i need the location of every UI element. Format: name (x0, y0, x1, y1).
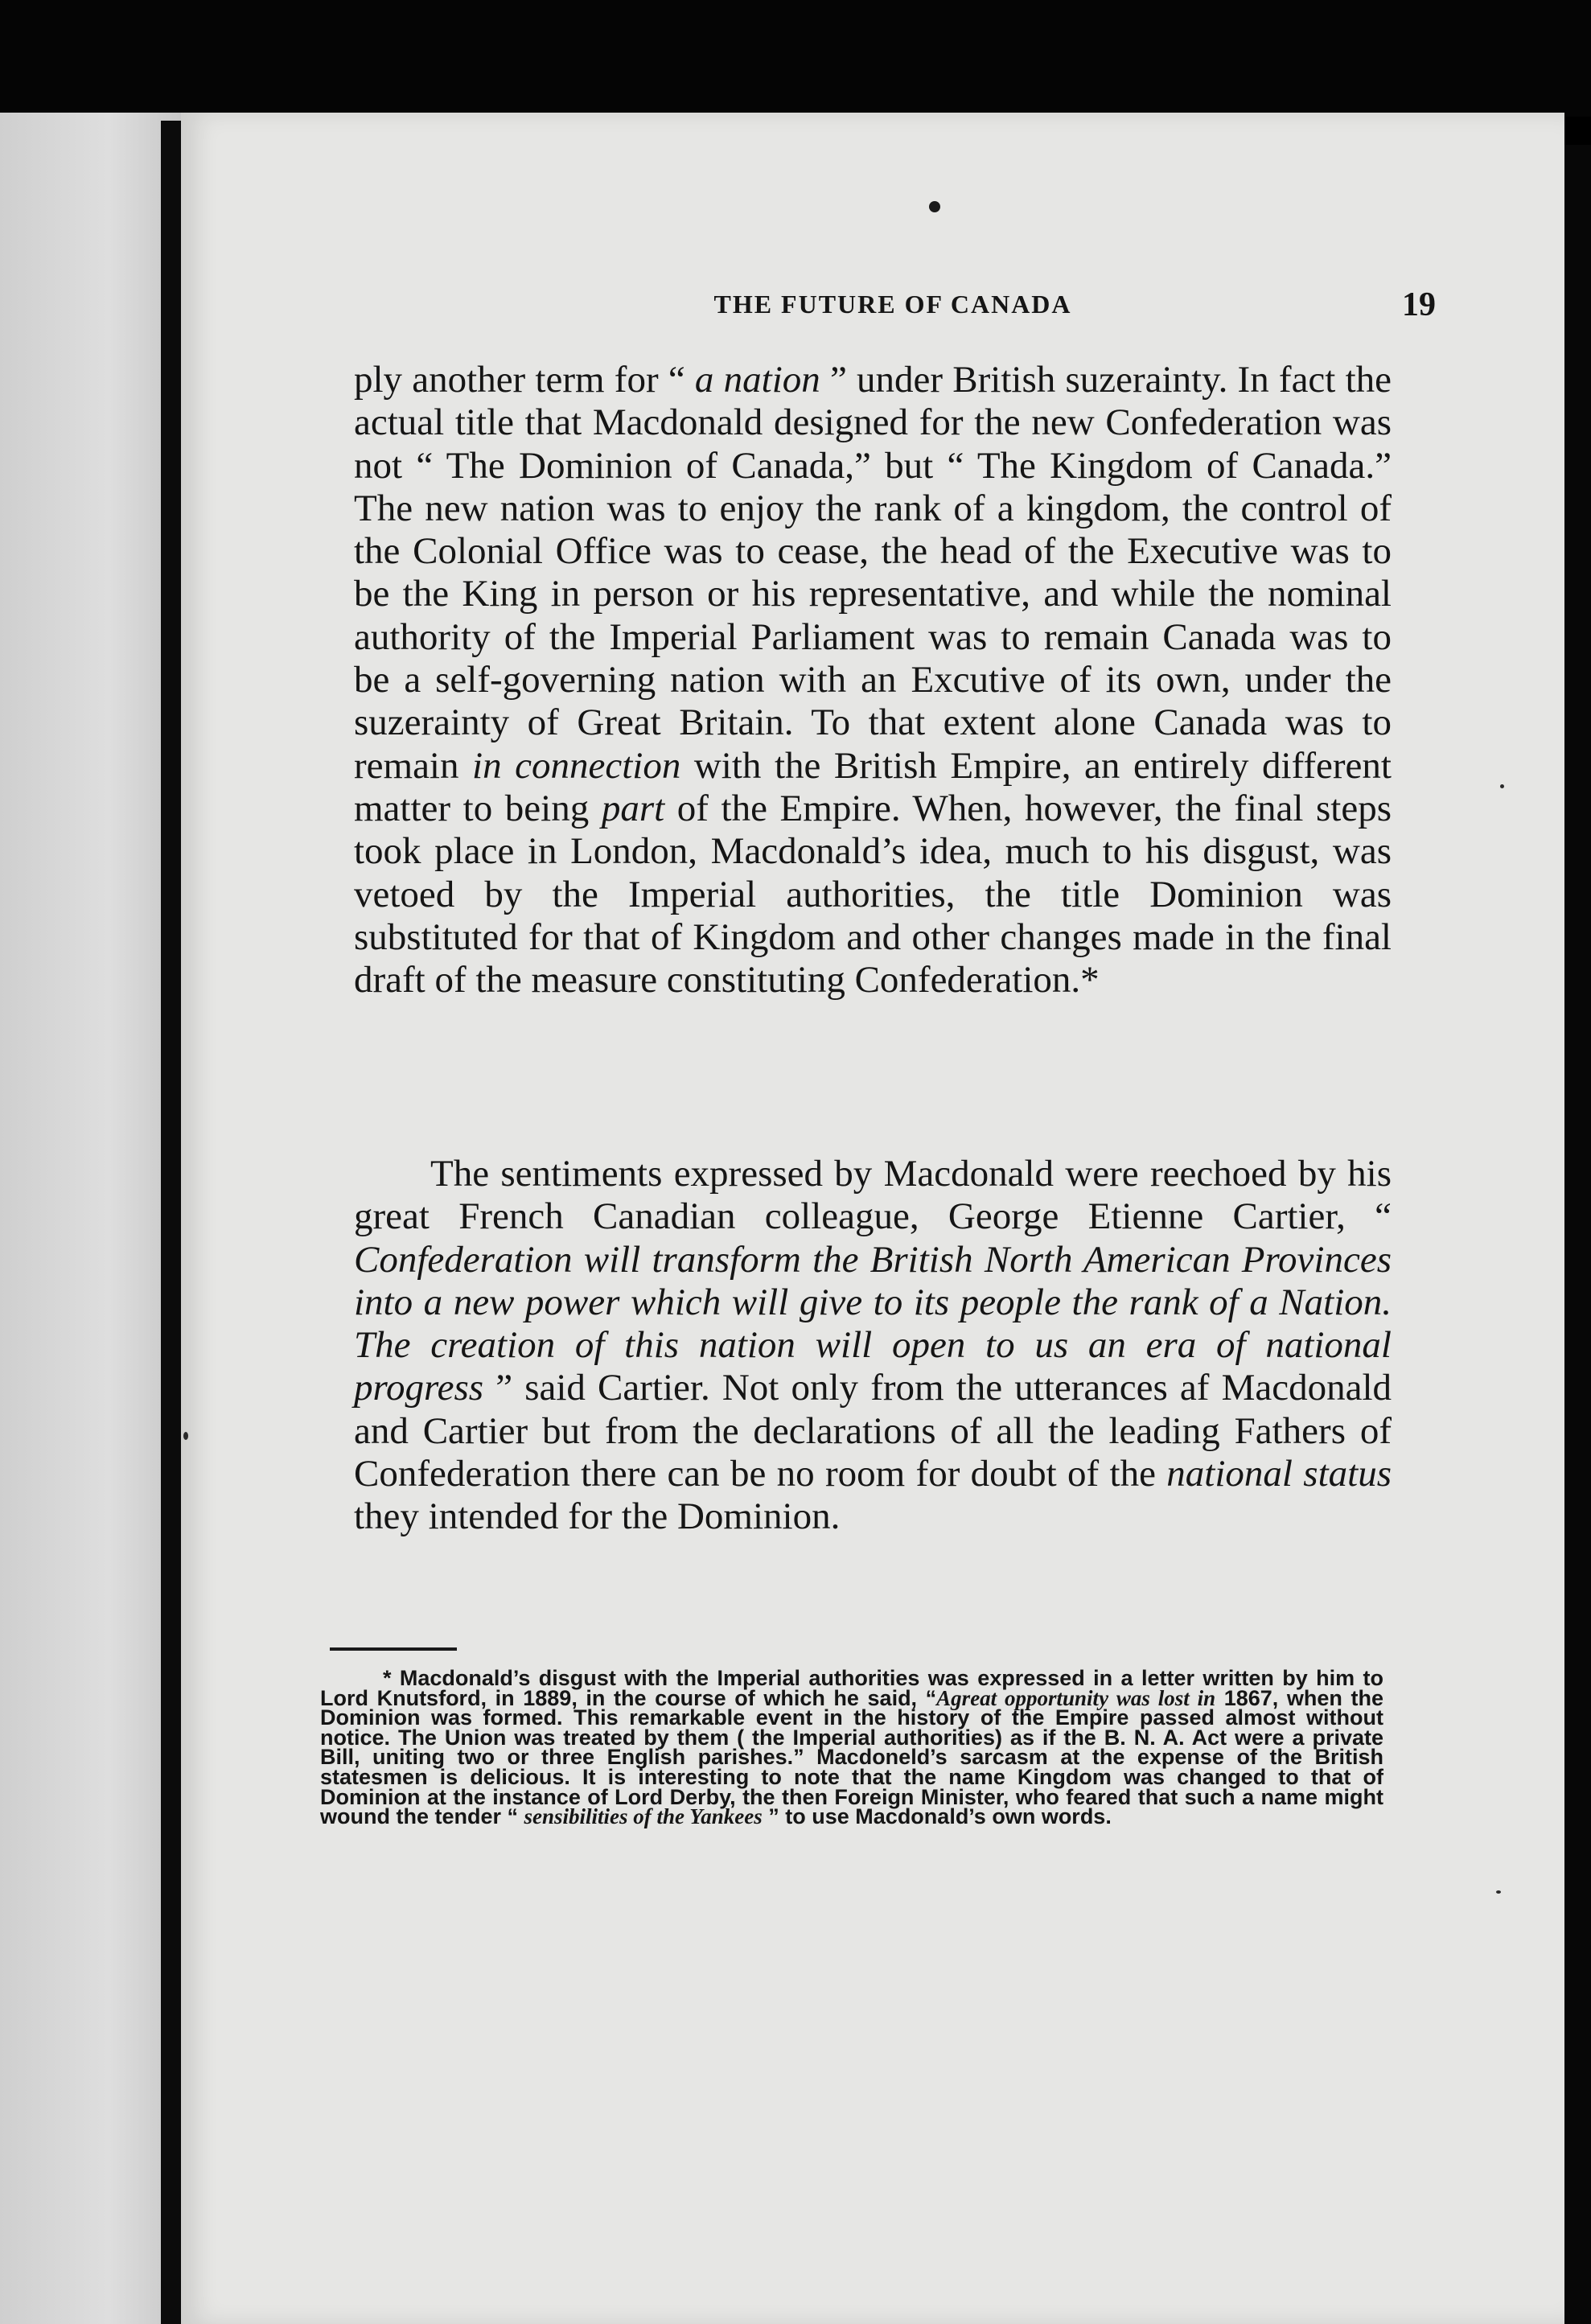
facing-page-edge (0, 113, 181, 2324)
footnote-divider (330, 1647, 457, 1651)
running-title: THE FUTURE OF CANADA (713, 290, 1072, 319)
ink-dot (929, 201, 940, 212)
body-paragraph-1 (354, 359, 1392, 1002)
text-run: of the Empire. When, however, the final steps took place in London, Macdonald’s idea, much to his disgust, was vetoed by the Imperial authorities, the title Dominion was substituted for that of Kingdom and other changes made in the final draft of the measure constituting Confederation.* (354, 787, 1392, 1002)
text-run: ” under British suzerainty. In fact the actual title that Macdonald designed for the new Confederation was not “ The Dominion of Canada,” but “ The Kingdom of Canada.” The new nation was to enjoy the rank of a kingdom, the control of the Colonial Office was to cease, the head of the Executive was to be the King in person or his representative, and while the nominal authority of the Imperial Parliament was to remain Canada was to be a self-governing nation with an Excutive of its own, under the suzerainty of Great Britain. To that extent alone Canada was to remain (354, 359, 1392, 787)
margin-speck (183, 1432, 188, 1440)
emphasis-run: sensibilities of the Yankees (524, 1804, 763, 1829)
emphasis-run: in connection (472, 744, 681, 787)
margin-speck (1500, 784, 1504, 788)
text-run: 1867, when the Dominion was formed. This remarkable event in the history of the Empire passed almost without notice. The Union was treated by them ( the Imperial authorities) as if the B. N. A. Act were a private Bill, uniting two or three English parishes.” Macdoneld’s sarcasm at the expense of the British statesmen is delicious. It is interesting to note that the name Kingdom was changed to that of Dominion at the instance of Lord Derby, the then Foreign Minister, who feared that such a name might wound the tender “ (320, 1685, 1384, 1829)
book-gutter (161, 121, 183, 2324)
body-paragraph-2 (354, 1153, 1392, 1539)
text-run: * Macdonald’s disgust with the Imperial authorities was expressed in a letter written by him to Lord Knutsford, in 1889, in the course of which he said, “ (320, 1666, 1383, 1710)
footnote (320, 1668, 1383, 1827)
text-run: with the British Empire, an entirely different matter to being (354, 744, 1392, 829)
scan-right-border (1564, 145, 1591, 2324)
margin-speck (1496, 1890, 1501, 1894)
emphasis-run: Confederation will transform the British North American Provinces into a new power which will give to its people the rank of a Nation. The creation of this nation will open to us an era of national progress (354, 1238, 1392, 1409)
emphasis-run: part (601, 787, 665, 829)
scan-top-border (0, 0, 1591, 117)
text-run: ” to use Macdonald’s own words. (762, 1804, 1112, 1829)
emphasis-run: Agreat opportunity was lost in (936, 1685, 1216, 1710)
text-run: ” said Cartier. Not only from the utterances af Macdonald and Cartier but from the declarations of all the leading Fathers of Confederation there can be no room for doubt of the (354, 1367, 1392, 1495)
text-run: they intended for the Dominion. (354, 1495, 841, 1538)
text-run: The sentiments expressed by Macdonald were reechoed by his great French Canadian colleague, George Etienne Cartier, “ (354, 1153, 1392, 1238)
text-run: ply another term for “ (354, 359, 695, 401)
page-number: 19 (1402, 286, 1436, 323)
emphasis-run: a nation (694, 359, 820, 401)
emphasis-run: national status (1166, 1453, 1392, 1495)
